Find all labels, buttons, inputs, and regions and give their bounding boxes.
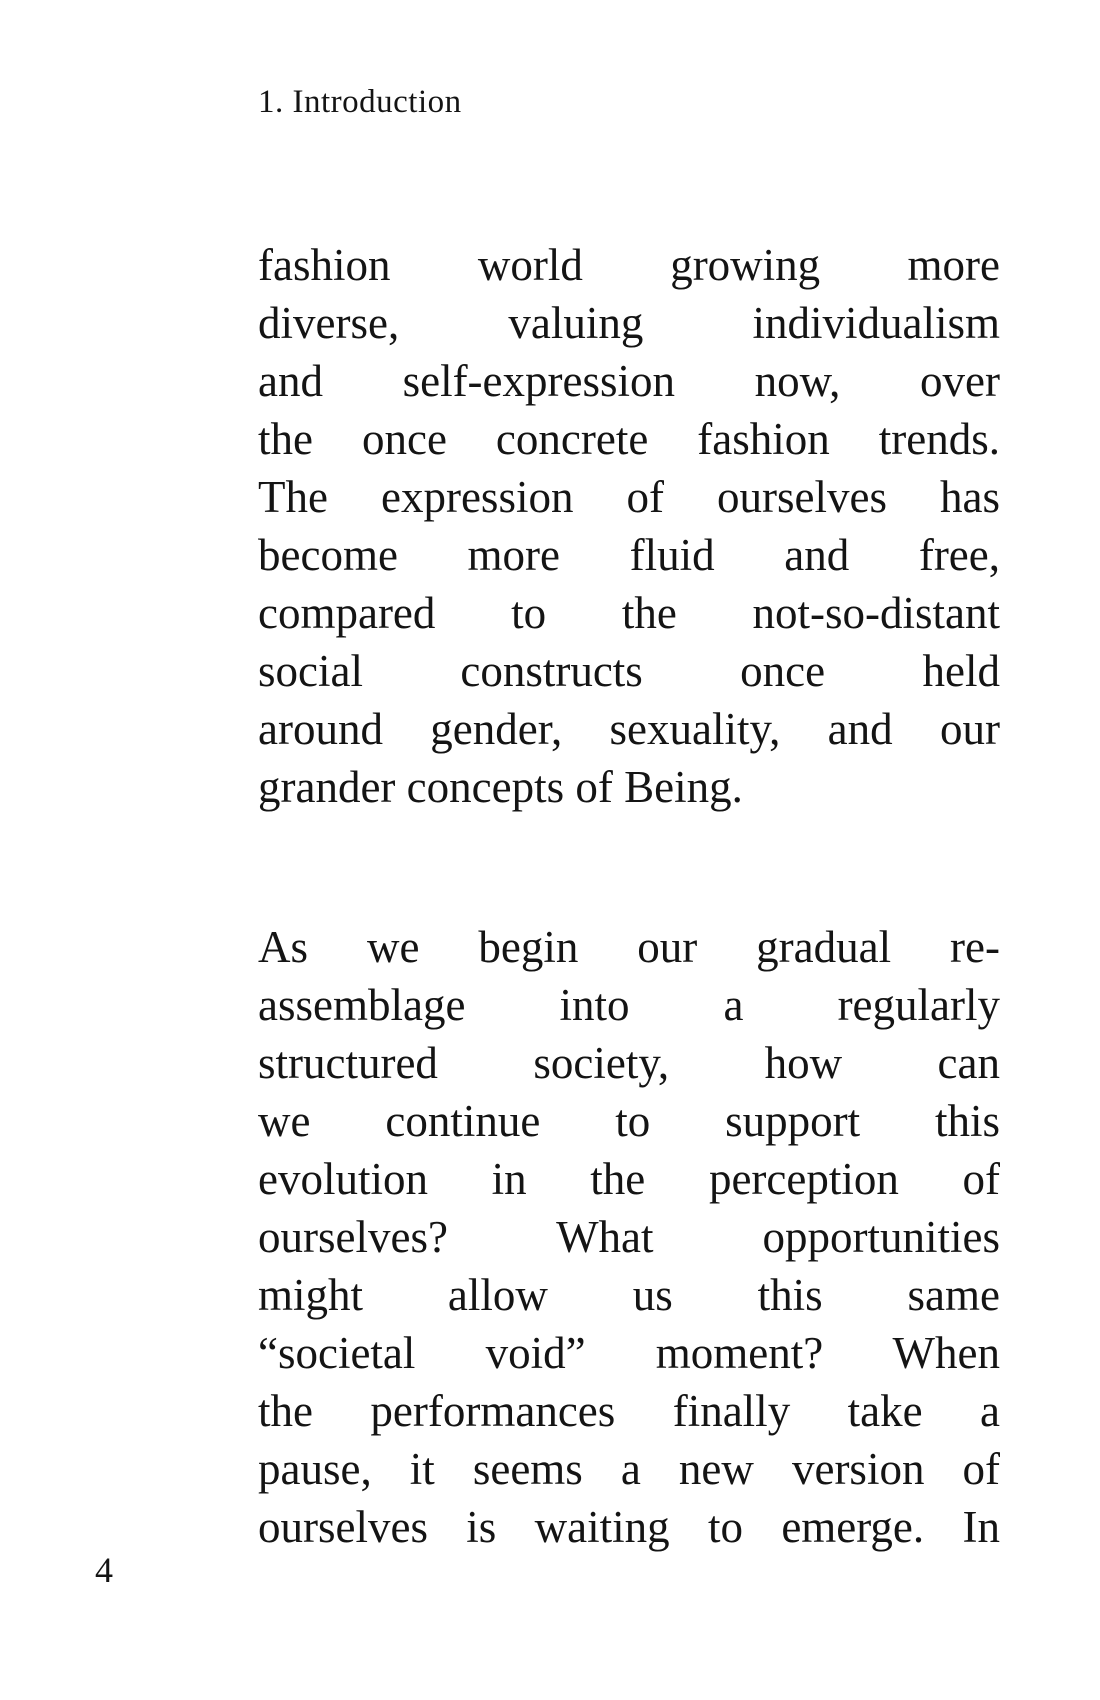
text-line: grander concepts of Being. <box>258 762 743 812</box>
text-line: diverse, valuing individualism <box>258 298 1000 348</box>
text-line: ourselves is waiting to emerge. In <box>258 1502 1000 1552</box>
text-line: the performances finally take a <box>258 1386 1000 1436</box>
body-text <box>258 236 1000 1556</box>
text-line: evolution in the perception of <box>258 1154 1000 1204</box>
text-line: we continue to support this <box>258 1096 1000 1146</box>
paragraph-1 <box>258 236 1000 816</box>
text-line: around gender, sexuality, and our <box>258 704 1000 754</box>
text-line: assemblage into a regularly <box>258 980 1000 1030</box>
text-line: social constructs once held <box>258 646 1000 696</box>
text-line: “societal void” moment? When <box>258 1328 1000 1378</box>
text-line: become more fluid and free, <box>258 530 1000 580</box>
page-number: 4 <box>95 1550 113 1590</box>
text-line: might allow us this same <box>258 1270 1000 1320</box>
text-line: The expression of ourselves has <box>258 472 1000 522</box>
text-line: fashion world growing more <box>258 240 1000 290</box>
text-line: compared to the not-so-distant <box>258 588 1000 638</box>
text-line: ourselves? What opportunities <box>258 1212 1000 1262</box>
running-header: 1. Introduction <box>258 84 462 120</box>
text-line: structured society, how can <box>258 1038 1000 1088</box>
text-line: and self-expression now, over <box>258 356 1000 406</box>
paragraph-2 <box>258 918 1000 1556</box>
text-line: pause, it seems a new version of <box>258 1444 1000 1494</box>
text-line: As we begin our gradual re- <box>258 922 1000 972</box>
text-line: the once concrete fashion trends. <box>258 414 1000 464</box>
